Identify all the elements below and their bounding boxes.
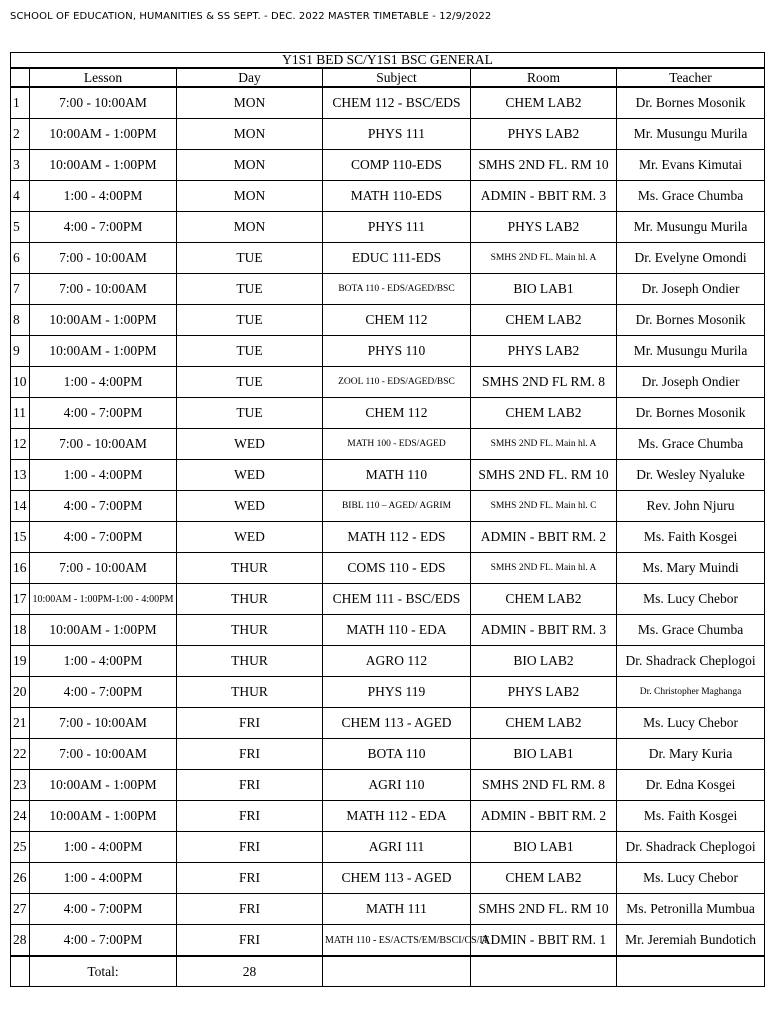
room-cell: BIO LAB1 [471,274,617,305]
subject-cell: PHYS 111 [323,119,471,150]
room-cell: SMHS 2ND FL. RM 10 [471,150,617,181]
subject-cell: MATH 110-EDS [323,181,471,212]
lesson-cell: 4:00 - 7:00PM [30,491,177,522]
day-cell: FRI [177,832,323,863]
header-subject: Subject [323,68,471,87]
lesson-cell: 4:00 - 7:00PM [30,894,177,925]
row-number: 16 [11,553,30,584]
row-number: 28 [11,925,30,957]
row-number: 23 [11,770,30,801]
room-cell: SMHS 2ND FL. Main hl. C [471,491,617,522]
day-cell: WED [177,491,323,522]
row-number: 15 [11,522,30,553]
table-row [11,770,765,801]
teacher-cell: Dr. Mary Kuria [617,739,765,770]
subject-cell: CHEM 111 - BSC/EDS [323,584,471,615]
day-cell: TUE [177,243,323,274]
total-empty-cell [617,956,765,987]
table-row [11,212,765,243]
day-cell: TUE [177,367,323,398]
lesson-cell: 4:00 - 7:00PM [30,212,177,243]
teacher-cell: Dr. Wesley Nyaluke [617,460,765,491]
subject-cell: ZOOL 110 - EDS/AGED/BSC [323,367,471,398]
lesson-cell: 1:00 - 4:00PM [30,832,177,863]
table-row [11,150,765,181]
header-teacher: Teacher [617,68,765,87]
lesson-cell: 7:00 - 10:00AM [30,274,177,305]
teacher-cell: Mr. Jeremiah Bundotich [617,925,765,957]
subject-cell: MATH 111 [323,894,471,925]
room-cell: SMHS 2ND FL RM. 8 [471,770,617,801]
teacher-cell: Mr. Musungu Murila [617,212,765,243]
room-cell: PHYS LAB2 [471,677,617,708]
day-cell: FRI [177,739,323,770]
subject-cell: BOTA 110 [323,739,471,770]
room-cell: PHYS LAB2 [471,119,617,150]
row-number: 12 [11,429,30,460]
room-cell: CHEM LAB2 [471,863,617,894]
subject-cell: PHYS 111 [323,212,471,243]
room-cell: SMHS 2ND FL. RM 10 [471,894,617,925]
lesson-cell: 7:00 - 10:00AM [30,429,177,460]
subject-cell: MATH 110 - EDA [323,615,471,646]
subject-cell: CHEM 113 - AGED [323,708,471,739]
row-number: 4 [11,181,30,212]
row-number: 19 [11,646,30,677]
total-label: Total: [30,956,177,987]
lesson-cell: 10:00AM - 1:00PM-1:00 - 4:00PM [30,584,177,615]
lesson-cell: 10:00AM - 1:00PM [30,615,177,646]
lesson-cell: 10:00AM - 1:00PM [30,150,177,181]
teacher-cell: Dr. Shadrack Cheplogoi [617,646,765,677]
row-number: 11 [11,398,30,429]
subject-cell: PHYS 110 [323,336,471,367]
day-cell: FRI [177,708,323,739]
table-row [11,553,765,584]
room-cell: BIO LAB1 [471,739,617,770]
subject-cell: EDUC 111-EDS [323,243,471,274]
total-empty-cell [471,956,617,987]
lesson-cell: 1:00 - 4:00PM [30,367,177,398]
table-row [11,739,765,770]
table-row [11,305,765,336]
day-cell: FRI [177,863,323,894]
table-row [11,863,765,894]
header-room: Room [471,68,617,87]
table-row [11,615,765,646]
lesson-cell: 4:00 - 7:00PM [30,398,177,429]
day-cell: THUR [177,553,323,584]
day-cell: TUE [177,398,323,429]
subject-cell: BIBL 110 – AGED/ AGRIM [323,491,471,522]
table-row [11,584,765,615]
day-cell: TUE [177,336,323,367]
teacher-cell: Mr. Musungu Murila [617,336,765,367]
table-header-row [11,68,765,87]
teacher-cell: Mr. Musungu Murila [617,119,765,150]
room-cell: SMHS 2ND FL. Main hl. A [471,429,617,460]
day-cell: MON [177,150,323,181]
timetable [10,52,765,987]
day-cell: FRI [177,894,323,925]
lesson-cell: 1:00 - 4:00PM [30,646,177,677]
total-empty-cell [323,956,471,987]
teacher-cell: Rev. John Njuru [617,491,765,522]
lesson-cell: 1:00 - 4:00PM [30,863,177,894]
subject-cell: CHEM 112 - BSC/EDS [323,87,471,119]
teacher-cell: Dr. Joseph Ondier [617,274,765,305]
header-day: Day [177,68,323,87]
lesson-cell: 10:00AM - 1:00PM [30,336,177,367]
table-row [11,708,765,739]
room-cell: ADMIN - BBIT RM. 3 [471,615,617,646]
lesson-cell: 7:00 - 10:00AM [30,739,177,770]
table-row [11,522,765,553]
room-cell: CHEM LAB2 [471,398,617,429]
header-lesson: Lesson [30,68,177,87]
teacher-cell: Ms. Petronilla Mumbua [617,894,765,925]
row-number: 27 [11,894,30,925]
row-number: 3 [11,150,30,181]
total-value: 28 [177,956,323,987]
lesson-cell: 4:00 - 7:00PM [30,925,177,957]
room-cell: ADMIN - BBIT RM. 2 [471,522,617,553]
row-number: 10 [11,367,30,398]
row-number: 26 [11,863,30,894]
room-cell: ADMIN - BBIT RM. 3 [471,181,617,212]
subject-cell: CHEM 112 [323,305,471,336]
row-number: 9 [11,336,30,367]
header-index [11,68,30,87]
row-number: 22 [11,739,30,770]
table-row [11,336,765,367]
teacher-cell: Dr. Bornes Mosonik [617,398,765,429]
table-row [11,243,765,274]
day-cell: MON [177,181,323,212]
row-number: 5 [11,212,30,243]
room-cell: SMHS 2ND FL. Main hl. A [471,243,617,274]
room-cell: SMHS 2ND FL. Main hl. A [471,553,617,584]
subject-cell: PHYS 119 [323,677,471,708]
teacher-cell: Dr. Evelyne Omondi [617,243,765,274]
day-cell: FRI [177,770,323,801]
lesson-cell: 10:00AM - 1:00PM [30,801,177,832]
table-row [11,181,765,212]
table-row [11,925,765,957]
lesson-cell: 7:00 - 10:00AM [30,708,177,739]
day-cell: WED [177,522,323,553]
lesson-cell: 7:00 - 10:00AM [30,87,177,119]
teacher-cell: Ms. Faith Kosgei [617,801,765,832]
teacher-cell: Ms. Grace Chumba [617,429,765,460]
room-cell: ADMIN - BBIT RM. 1 [471,925,617,957]
room-cell: BIO LAB1 [471,832,617,863]
day-cell: TUE [177,274,323,305]
teacher-cell: Ms. Faith Kosgei [617,522,765,553]
table-title: Y1S1 BED SC/Y1S1 BSC GENERAL [11,53,765,69]
teacher-cell: Dr. Shadrack Cheplogoi [617,832,765,863]
room-cell: PHYS LAB2 [471,336,617,367]
row-number: 6 [11,243,30,274]
teacher-cell: Ms. Mary Muindi [617,553,765,584]
table-row [11,894,765,925]
lesson-cell: 4:00 - 7:00PM [30,677,177,708]
room-cell: CHEM LAB2 [471,584,617,615]
day-cell: TUE [177,305,323,336]
lesson-cell: 4:00 - 7:00PM [30,522,177,553]
lesson-cell: 7:00 - 10:00AM [30,553,177,584]
table-row [11,491,765,522]
day-cell: FRI [177,801,323,832]
table-row [11,274,765,305]
room-cell: CHEM LAB2 [471,708,617,739]
subject-cell: AGRI 110 [323,770,471,801]
row-number: 18 [11,615,30,646]
row-number: 8 [11,305,30,336]
row-number: 1 [11,87,30,119]
day-cell: MON [177,119,323,150]
teacher-cell: Ms. Grace Chumba [617,615,765,646]
teacher-cell: Ms. Lucy Chebor [617,863,765,894]
total-row [11,956,765,987]
teacher-cell: Mr. Evans Kimutai [617,150,765,181]
subject-cell: MATH 112 - EDA [323,801,471,832]
teacher-cell: Dr. Bornes Mosonik [617,87,765,119]
subject-cell: COMP 110-EDS [323,150,471,181]
subject-cell: BOTA 110 - EDS/AGED/BSC [323,274,471,305]
row-number: 2 [11,119,30,150]
teacher-cell: Ms. Lucy Chebor [617,708,765,739]
subject-cell: MATH 110 - ES/ACTS/EM/BSCI/CS/IT [323,925,471,957]
teacher-cell: Dr. Christopher Maghanga [617,677,765,708]
lesson-cell: 10:00AM - 1:00PM [30,770,177,801]
row-number: 20 [11,677,30,708]
table-row [11,832,765,863]
row-number: 24 [11,801,30,832]
room-cell: BIO LAB2 [471,646,617,677]
day-cell: MON [177,212,323,243]
subject-cell: MATH 110 [323,460,471,491]
teacher-cell: Dr. Edna Kosgei [617,770,765,801]
subject-cell: CHEM 113 - AGED [323,863,471,894]
row-number: 7 [11,274,30,305]
subject-cell: MATH 112 - EDS [323,522,471,553]
subject-cell: AGRI 111 [323,832,471,863]
table-row [11,801,765,832]
table-row [11,398,765,429]
day-cell: WED [177,429,323,460]
day-cell: THUR [177,677,323,708]
table-title-row [11,53,765,69]
lesson-cell: 1:00 - 4:00PM [30,181,177,212]
row-number: 17 [11,584,30,615]
subject-cell: CHEM 112 [323,398,471,429]
room-cell: SMHS 2ND FL RM. 8 [471,367,617,398]
room-cell: CHEM LAB2 [471,305,617,336]
row-number: 21 [11,708,30,739]
table-row [11,460,765,491]
teacher-cell: Ms. Grace Chumba [617,181,765,212]
table-row [11,87,765,119]
day-cell: WED [177,460,323,491]
document-header: SCHOOL OF EDUCATION, HUMANITIES & SS SEPT. - DEC. 2022 MASTER TIMETABLE - 12/9/2022 [10,11,492,22]
table-row [11,429,765,460]
room-cell: ADMIN - BBIT RM. 2 [471,801,617,832]
lesson-cell: 1:00 - 4:00PM [30,460,177,491]
room-cell: PHYS LAB2 [471,212,617,243]
table-row [11,646,765,677]
subject-cell: MATH 100 - EDS/AGED [323,429,471,460]
table-row [11,677,765,708]
day-cell: THUR [177,615,323,646]
day-cell: FRI [177,925,323,957]
teacher-cell: Dr. Bornes Mosonik [617,305,765,336]
day-cell: THUR [177,584,323,615]
row-number: 14 [11,491,30,522]
day-cell: THUR [177,646,323,677]
lesson-cell: 7:00 - 10:00AM [30,243,177,274]
total-index-cell [11,956,30,987]
table-row [11,119,765,150]
teacher-cell: Dr. Joseph Ondier [617,367,765,398]
subject-cell: COMS 110 - EDS [323,553,471,584]
room-cell: CHEM LAB2 [471,87,617,119]
row-number: 13 [11,460,30,491]
subject-cell: AGRO 112 [323,646,471,677]
table-row [11,367,765,398]
teacher-cell: Ms. Lucy Chebor [617,584,765,615]
lesson-cell: 10:00AM - 1:00PM [30,305,177,336]
lesson-cell: 10:00AM - 1:00PM [30,119,177,150]
row-number: 25 [11,832,30,863]
day-cell: MON [177,87,323,119]
room-cell: SMHS 2ND FL. RM 10 [471,460,617,491]
